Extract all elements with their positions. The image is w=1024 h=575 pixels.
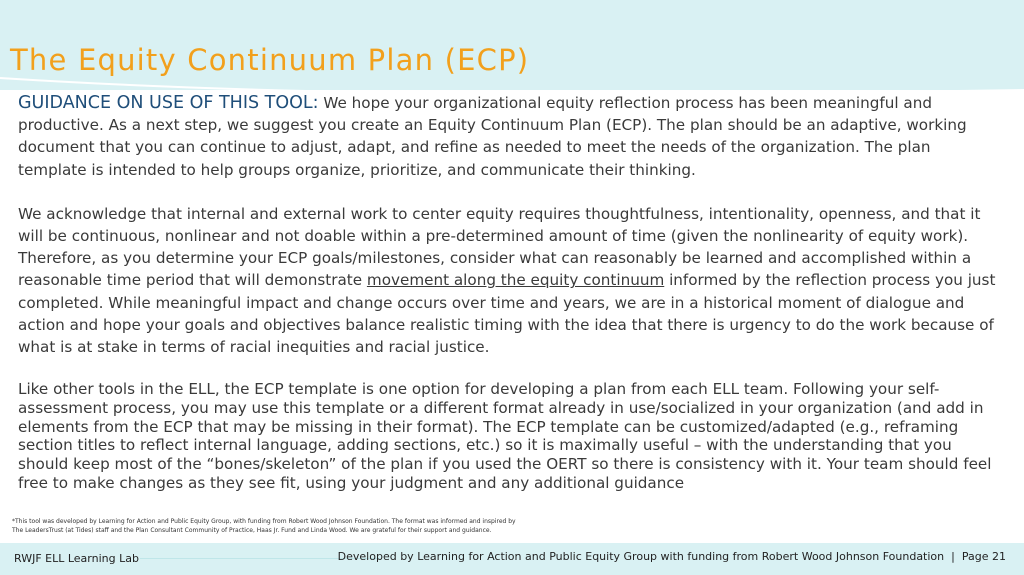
guidance-body (18, 92, 1003, 492)
page-number: 21 (992, 550, 1006, 563)
footnote (12, 517, 612, 535)
guidance-paragraph-3: Like other tools in the ELL, the ECP template is one option for developing a plan from each ELL team. Following your self-assessment process, you may use this template or a different format already in use/socialized in your organization (and add in elements from the ECP that may be missing in their format). The ECP template can be customized/adapted (e.g., reframing section titles to reflect internal language, adding sections, etc.) so it is maximally useful – with the understanding that you should keep most of the “bones/skeleton” of the plan if you used the OERT so there is consistency with it. Your team should feel free to make changes as they see fit, using your judgment and any additional guidance (18, 380, 992, 492)
footnote-line-1: *This tool was developed by Learning for Action and Public Equity Group, with funding from Robert Wood Johnson Foundation. The format was informed and inspired by (12, 518, 516, 525)
footer (0, 543, 1024, 575)
footer-brand: RWJF ELL Learning Lab (14, 552, 139, 565)
page-title: The Equity Continuum Plan (ECP) (10, 43, 530, 78)
guidance-paragraph-2 (18, 203, 1003, 358)
guidance-text-1: We hope your organizational equity reflection process has been meaningful and productive. As a next step, we suggest you create an Equity Continuum Plan (ECP). The plan should be an adaptive, working document that you can continue to adjust, adapt, and refine as needed to meet the needs of the organization. The plan template is intended to help groups organize, prioritize, and communicate their thinking. (18, 94, 967, 179)
guidance-text-2b: informed by the reflection process you just completed. While meaningful impact and change occurs over time and years, we are in a historical moment of dialogue and action and hope your goals and objectives balance realistic timing with the idea that there is urgency to do the work because of what is at stake in terms of racial inequities and racial justice. (18, 271, 996, 357)
footer-credit (338, 550, 1006, 563)
guidance-label: GUIDANCE ON USE OF THIS TOOL: (18, 93, 319, 113)
footnote-line-2: The LeadersTrust (at Tides) staff and the Plan Consultant Community of Practice, Haas Jr. Fund and Linda Wood. We are grateful for their support and guidance. (12, 527, 492, 534)
footer-credit-text: Developed by Learning for Action and Public Equity Group with funding from Robert Wood Johnson Foundation (337, 550, 945, 563)
guidance-text-2a: We acknowledge that internal and external work to center equity requires thoughtfulness, intentionality, openness, and that it will be continuous, nonlinear and not doable within a pre-determined amount of time (given the nonlinearity of equity work). Therefore, as you determine your ECP goals/milestones, consider what can reasonably be learned and accomplished within a reasonable time period that will demonstrate (18, 204, 981, 290)
page-label: Page (961, 550, 989, 563)
guidance-paragraph-1 (18, 92, 1003, 181)
equity-continuum-link[interactable]: movement along the equity continuum (366, 271, 665, 290)
footer-separator: | (951, 550, 955, 563)
